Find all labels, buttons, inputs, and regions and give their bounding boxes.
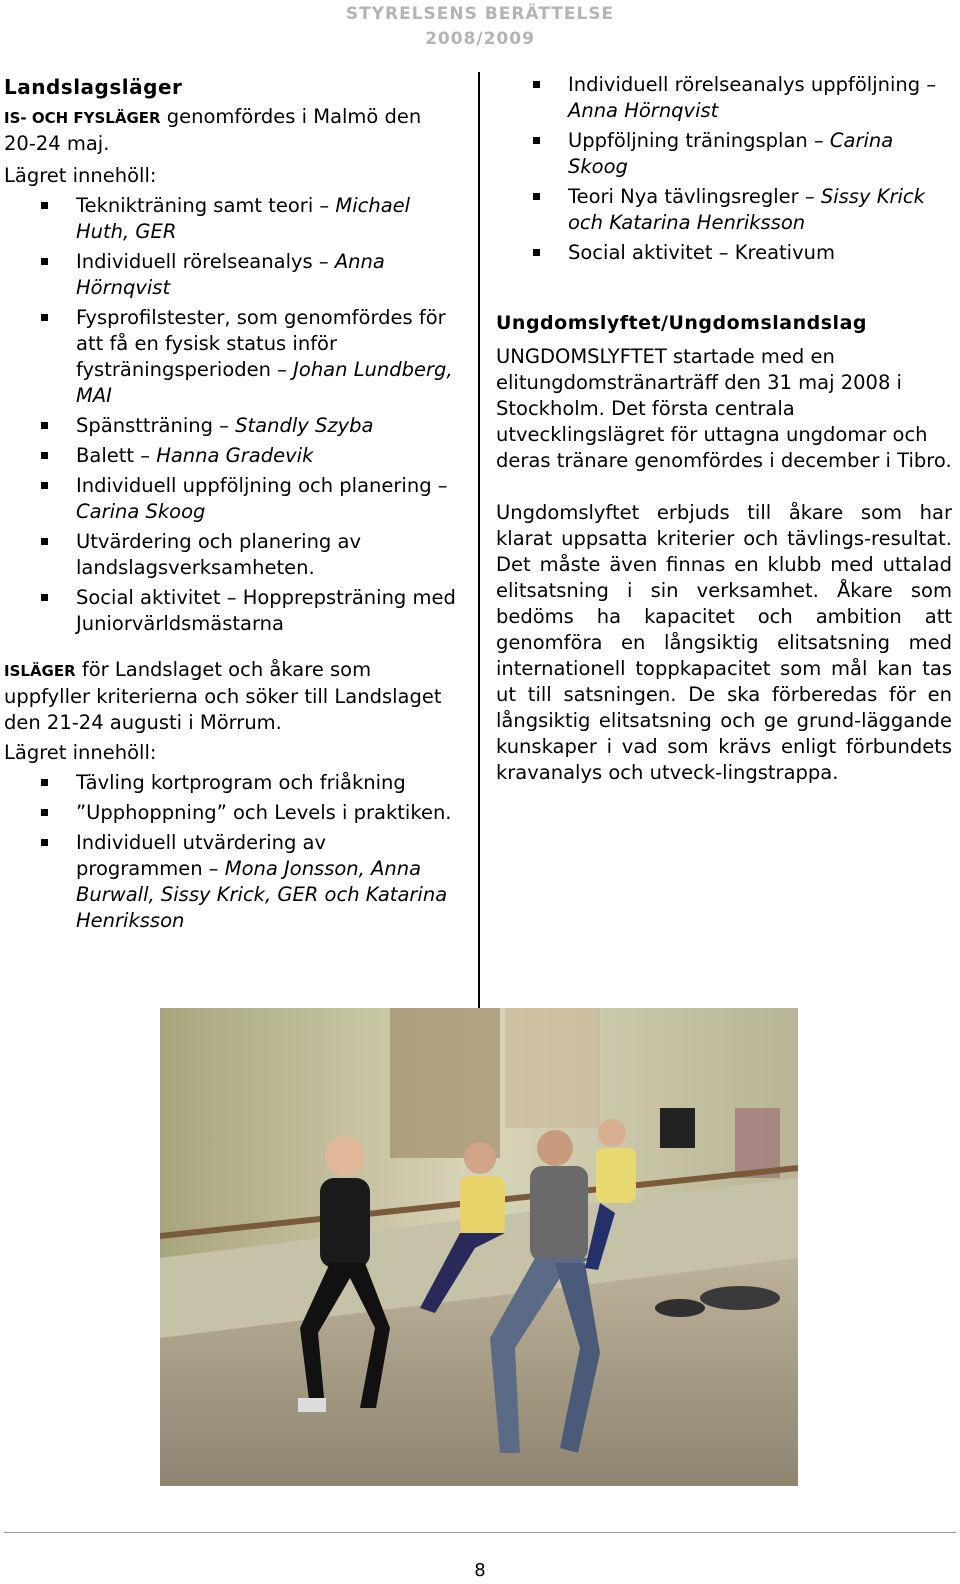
- list-item-text: Individuell rörelseanalys uppföljning –: [568, 73, 937, 96]
- footer-rule: [4, 1532, 956, 1533]
- list-item: [4, 443, 456, 469]
- ungdomslyftet-paragraph-2: Ungdomslyftet erbjuds till åkare som har klarat uppsatta kriterier och tävlings-resultat. Det måste även finnas en klubb med uttalad elitsatsning i sin verksamhet. Åkare som bedöms ha kapacitet och ambition att genomföra en långsiktig elitsatsning med internationell toppkapacitet som mål kan tas ut till satsningen. De ska förberedas för en långsiktig elitsatsning och ge grund-läggande kunskaper i vad som krävs enligt förbundets kravanalys och utveck-lingstrappa.: [496, 501, 952, 784]
- list-item-text: Tävling kortprogram och friåkning: [76, 771, 406, 794]
- list-item: [4, 800, 456, 826]
- list-item-text: Teori Nya tävlingsregler –: [568, 185, 821, 208]
- list-item: [4, 529, 456, 581]
- bullet-icon: [533, 249, 540, 256]
- camp2-text: för Landslaget och åkare som uppfyller kriterierna och söker till Landslaget den 21-24 augusti i Mörrum.: [4, 658, 442, 734]
- para1-smallcaps: UNGDOMSLYFTET: [496, 345, 667, 368]
- bullet-icon: [41, 452, 48, 459]
- list-item-text: Balett –: [76, 444, 157, 467]
- bullet-icon: [41, 594, 48, 601]
- left-column: [4, 72, 456, 934]
- bullet-icon: [41, 202, 48, 209]
- camp2-activity-list: [4, 770, 456, 934]
- list-item-text: Uppföljning träningsplan –: [568, 129, 830, 152]
- list-item-person: Michael Huth, GER: [76, 194, 411, 243]
- list-item-person: Johan Lundberg, MAI: [76, 358, 453, 407]
- bullet-icon: [41, 482, 48, 489]
- list-item-person: Sissy Krick och Katarina Henriksson: [568, 185, 925, 234]
- list-item: [496, 184, 952, 236]
- list-item: [4, 305, 456, 409]
- camp2-paragraph: [4, 657, 456, 736]
- list-item-person: Anna Hörnqvist: [76, 250, 385, 299]
- bullet-icon: [41, 779, 48, 786]
- list-item-text: Utvärdering och planering av landslagsverksamheten.: [76, 530, 361, 579]
- header-year: 2008/2009: [425, 29, 535, 49]
- list-item: [4, 770, 456, 796]
- camp1-activity-list: [4, 193, 456, 637]
- list-item-text: Individuell utvärdering av programmen –: [76, 831, 327, 880]
- intro-paragraph: [4, 104, 456, 157]
- list-item: [496, 240, 952, 266]
- list-item: [496, 128, 952, 180]
- list-item-text: Social aktivitet – Hopprepsträning med Juniorvärldsmästarna: [76, 586, 456, 635]
- list-item-text: Individuell rörelseanalys –: [76, 250, 335, 273]
- bullet-icon: [41, 809, 48, 816]
- right-column: [496, 72, 952, 786]
- list-item-text: Teknikträning samt teori –: [76, 194, 336, 217]
- bullet-icon: [533, 81, 540, 88]
- list-item-text: Social aktivitet – Kreativum: [568, 241, 835, 264]
- page-number: 8: [474, 1560, 486, 1581]
- list-item: [4, 193, 456, 245]
- bullet-icon: [41, 839, 48, 846]
- list-item: [496, 72, 952, 124]
- bullet-icon: [533, 137, 540, 144]
- ballet-training-photo: [160, 1008, 798, 1486]
- section-title-landslagslager: Landslagsläger: [4, 75, 183, 99]
- list-item: [4, 249, 456, 301]
- intro-text: genomfördes i Malmö den 20-24 maj.: [4, 105, 422, 155]
- bullet-icon: [533, 193, 540, 200]
- list-item-person: Hanna Gradevik: [156, 444, 314, 467]
- para1-text: startade med en elitungdomstränarträff den 31 maj 2008 i Stockholm. Det första centrala utvecklingslägret för uttagna ungdomar och deras tränare genomfördes i december i Tibro.: [496, 345, 952, 472]
- bullet-icon: [41, 422, 48, 429]
- list-item: [4, 830, 456, 934]
- list-item: [4, 413, 456, 439]
- bullet-icon: [41, 314, 48, 321]
- list-item-person: Mona Jonsson, Anna Burwall, Sissy Krick, GER och Katarina Henriksson: [76, 857, 448, 932]
- list-item-text: ”Upphoppning” och Levels i praktiken.: [76, 801, 452, 824]
- ungdomslyftet-paragraph-1: [496, 344, 952, 474]
- list-item-text: Fysprofilstester, som genomfördes för att få en fysisk status inför fysträningsperioden –: [76, 306, 446, 381]
- list-item-person: Carina Skoog: [568, 129, 894, 178]
- contents-label: Lägret innehöll:: [4, 164, 157, 187]
- camp2-smallcaps: ISLÄGER: [4, 662, 76, 680]
- list-item-person: Standly Szyba: [235, 414, 374, 437]
- list-item-text: Spänstträning –: [76, 414, 236, 437]
- section-title-ungdomslyftet: Ungdomslyftet/Ungdomslandslag: [496, 312, 867, 334]
- list-item-person: Carina Skoog: [76, 500, 206, 523]
- list-item-person: Anna Hörnqvist: [568, 99, 719, 122]
- intro-smallcaps: IS- OCH FYSLÄGER: [4, 109, 161, 127]
- page-header: [0, 2, 960, 52]
- bullet-icon: [41, 258, 48, 265]
- column-divider: [478, 72, 480, 1008]
- contents-label-2: Lägret innehöll:: [4, 741, 157, 764]
- list-item: [4, 473, 456, 525]
- list-item: [4, 585, 456, 637]
- bullet-icon: [41, 538, 48, 545]
- header-title: STYRELSENS BERÄTTELSE: [345, 4, 615, 24]
- list-item-text: Individuell uppföljning och planering –: [76, 474, 448, 497]
- camp1-activity-list-continued: [496, 72, 952, 266]
